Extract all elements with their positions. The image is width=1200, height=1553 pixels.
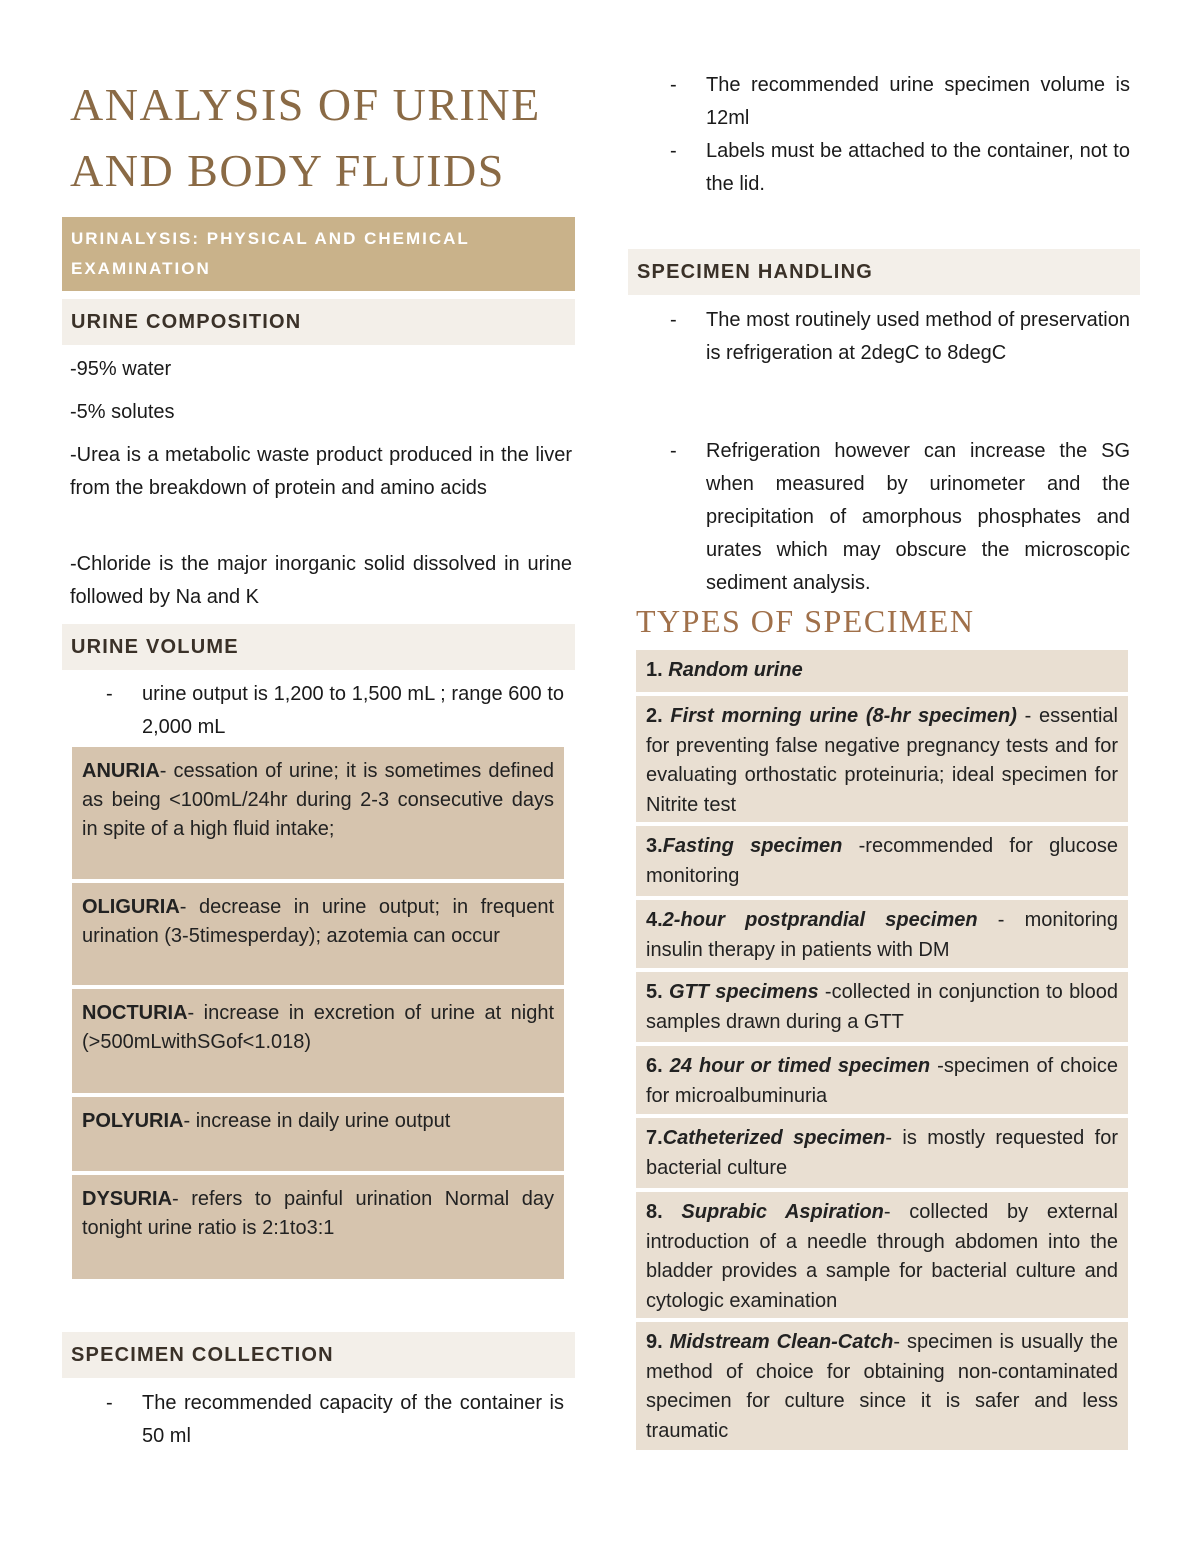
urine-composition-heading-bar [62,299,575,345]
bullet-dash: - [670,140,677,162]
bullet-text: The recommended urine specimen volume is 12ml [706,74,1130,129]
specimen-collection-heading-bar [62,1332,575,1378]
type-desc: - specimen is usually the method of choice for obtaining non-contaminated specimen for culture since it is safer and less traumatic [646,1331,1118,1442]
type-box-suprapubic [636,1192,1128,1318]
bullet-text: Refrigeration however can increase the SG when measured by urinometer and the precipitation of amorphous phosphates and urates which may obscure the microscopic sediment analysis. [706,440,1130,594]
type-desc: - is mostly requested for bacterial culture [646,1127,1118,1179]
type-box-catheterized [636,1118,1128,1188]
title-line-1: ANALYSIS OF URINE [70,79,541,130]
type-box-random [636,650,1128,692]
type-name: Catheterized specimen [662,1127,886,1149]
type-box-24-hour [636,1046,1128,1114]
bullet-text: urine output is 1,200 to 1,500 mL ; range 600 to 2,000 mL [142,683,564,738]
type-name: Random urine [668,659,803,681]
bullet-text: The most routinely used method of preservation is refrigeration at 2degC to 8degC [706,309,1130,364]
collection-bullet [670,69,1130,135]
type-number: 7. [646,1127,663,1149]
bullet-dash: - [670,309,677,331]
type-name: Midstream Clean-Catch [669,1331,894,1353]
type-number: 5. [646,981,669,1003]
type-number: 1. [646,659,669,681]
term-desc: - increase in daily urine output [183,1110,451,1132]
type-box-postprandial [636,900,1128,968]
type-box-first-morning [636,696,1128,822]
handling-bullet [670,435,1130,600]
type-desc: -collected in conjunction to blood samples drawn during a GTT [646,981,1118,1033]
term-box-oliguria [72,883,564,985]
type-number: 3. [646,835,663,857]
term-desc: - increase in excretion of urine at night (>500mLwithSGof<1.018) [82,1002,554,1053]
type-name: First morning urine (8-hr specimen) [670,705,1017,727]
handling-bullet [670,304,1130,370]
type-desc: -recommended for glucose monitoring [646,835,1118,887]
section-banner-text: URINALYSIS: PHYSICAL AND CHEMICAL EXAMINATION [71,229,470,278]
composition-item: -Chloride is the major inorganic solid dissolved in urine followed by Na and K [70,553,572,608]
specimen-handling-heading: SPECIMEN HANDLING [637,261,873,283]
type-desc: - monitoring insulin therapy in patients with DM [646,909,1119,961]
type-box-gtt [636,972,1128,1042]
types-of-specimen-heading: TYPES OF SPECIMEN [636,603,975,639]
urine-composition-heading: URINE COMPOSITION [71,311,302,333]
type-number: 4. [646,909,663,931]
term-desc: - cessation of urine; it is sometimes defined as being <100mL/24hr during 2-3 consecutive days in spite of a high fluid intake; [82,760,554,840]
collection-bullet [670,135,1130,201]
page-title [70,72,541,204]
urine-volume-heading: URINE VOLUME [71,636,239,658]
composition-item: -Urea is a metabolic waste product produced in the liver from the breakdown of protein and amino acids [70,444,572,499]
type-name: 24 hour or timed specimen [669,1055,931,1077]
urine-volume-heading-bar [62,624,575,670]
type-box-midstream [636,1322,1128,1450]
bullet-dash: - [670,440,677,462]
type-number: 6. [646,1055,670,1077]
bullet-dash: - [106,683,113,705]
type-number: 2. [646,705,671,727]
type-desc: - essential for preventing false negative pregnancy tests and for evaluating orthostatic proteinuria; ideal specimen for Nitrite test [646,705,1118,816]
bullet-dash: - [106,1392,113,1414]
term-name: DYSURIA [82,1188,173,1210]
term-box-dysuria [72,1175,564,1279]
bullet-text: Labels must be attached to the container, not to the lid. [706,140,1130,195]
term-desc: - refers to painful urination Normal day tonight urine ratio is 2:1to3:1 [82,1188,554,1239]
section-banner [62,217,575,291]
bullet-dash: - [670,74,677,96]
type-number: 9. [646,1331,670,1353]
term-desc: - decrease in urine output; in frequent urination (3-5timesperday); azotemia can occur [82,896,554,947]
type-name: Fasting specimen [662,835,843,857]
title-line-2: AND BODY FLUIDS [70,145,505,196]
bullet-text: The recommended capacity of the container is 50 ml [142,1392,564,1447]
type-box-fasting [636,826,1128,896]
composition-item: -5% solutes [70,401,175,423]
term-name: NOCTURIA [82,1002,188,1024]
collection-bullet [106,1387,564,1453]
type-number: 8. [646,1201,682,1223]
term-box-anuria [72,747,564,879]
specimen-handling-heading-bar [628,249,1140,295]
urine-volume-bullet [106,678,564,744]
term-box-nocturia [72,989,564,1093]
composition-item: -95% water [70,358,172,380]
term-box-polyuria [72,1097,564,1171]
type-desc: -specimen of choice for microalbuminuria [646,1055,1118,1107]
type-desc: - collected by external introduction of a needle through abdomen into the bladder provides a sample for bacterial culture and cytologic examination [646,1201,1118,1312]
type-name: GTT specimens [668,981,819,1003]
specimen-collection-heading: SPECIMEN COLLECTION [71,1344,334,1366]
type-name: Suprabic Aspiration [681,1201,884,1223]
term-name: OLIGURIA [82,896,180,918]
term-name: ANURIA [82,760,160,782]
type-name: 2-hour postprandial specimen [662,909,978,931]
term-name: POLYURIA [82,1110,184,1132]
